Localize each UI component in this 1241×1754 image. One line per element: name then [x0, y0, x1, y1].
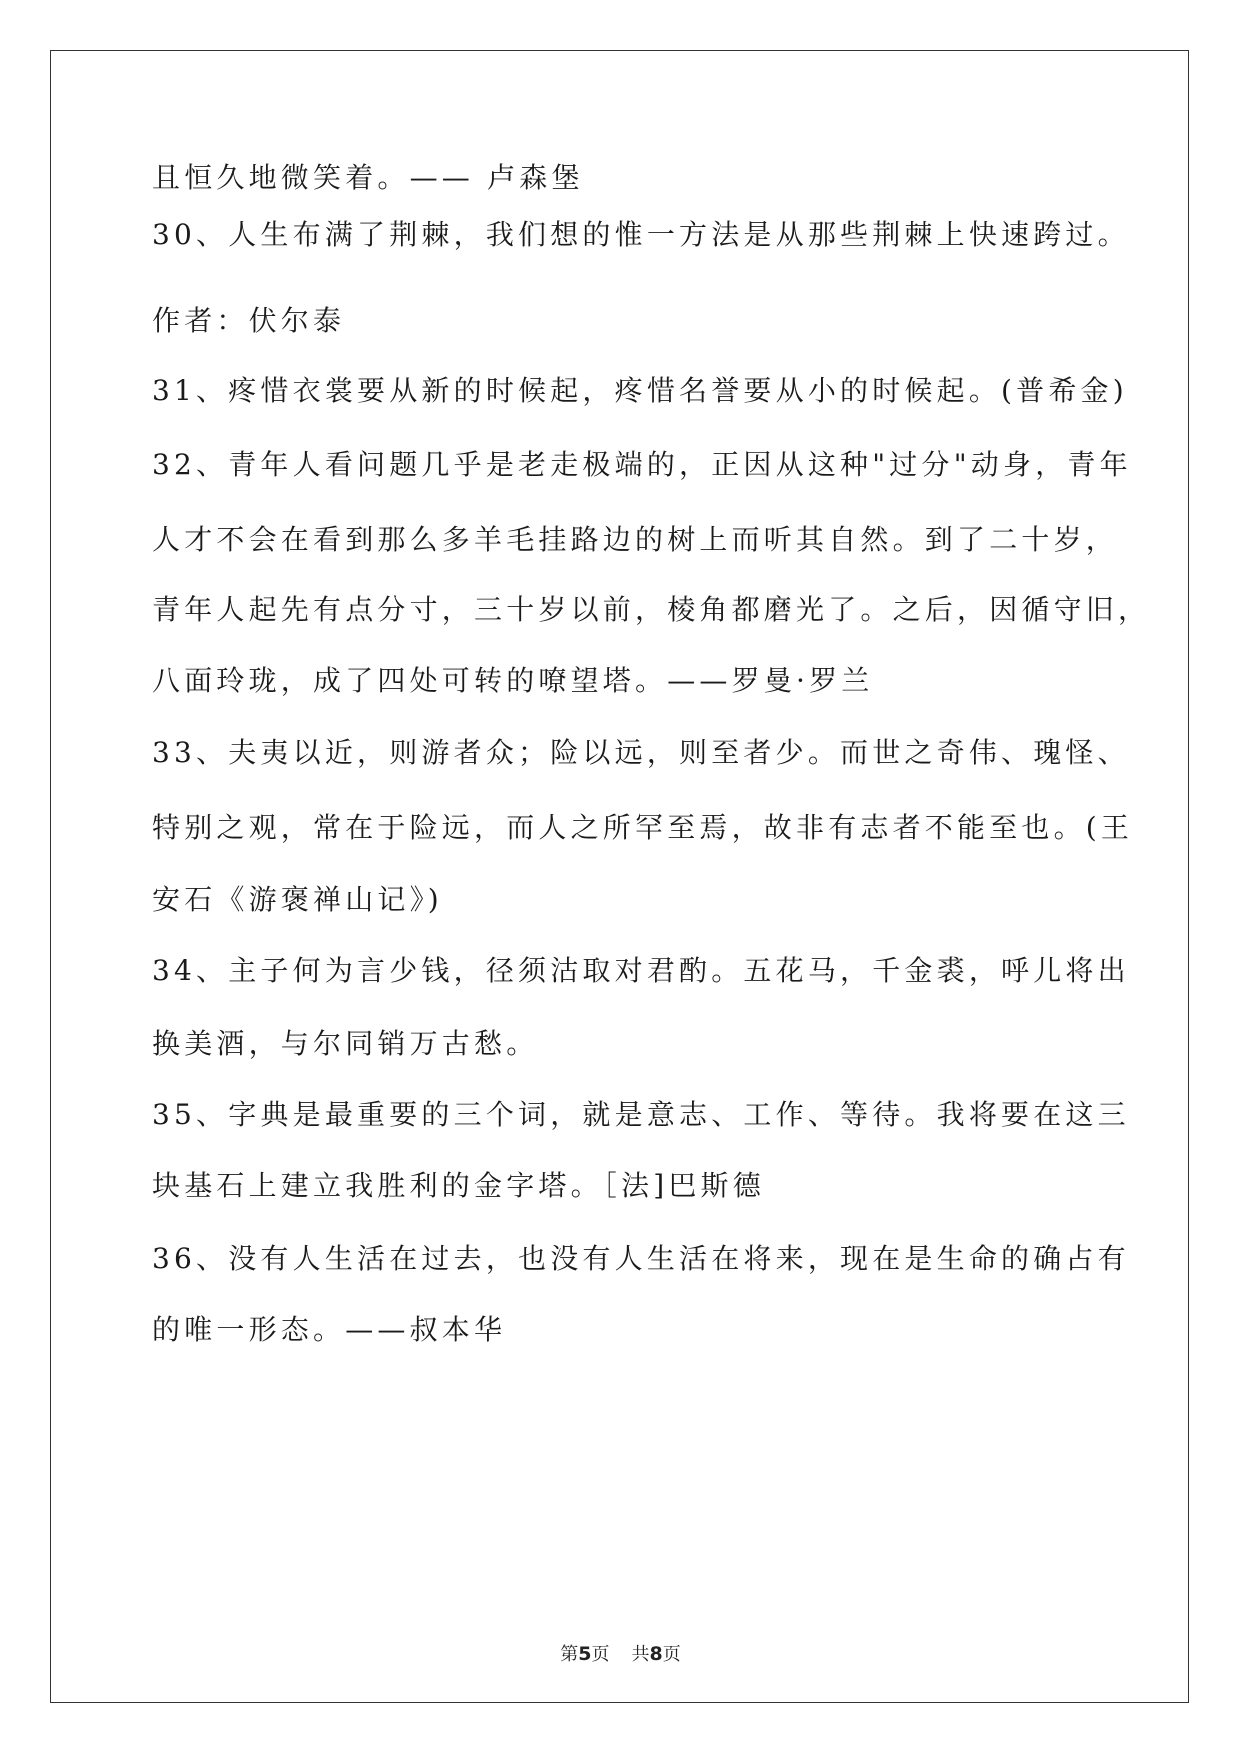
footer-page-suffix: 页: [591, 1644, 610, 1665]
text-line: 31、疼惜衣裳要从新的时候起，疼惜名誉要从小的时候起。(普希金): [152, 374, 1128, 407]
text-line: 换美酒，与尔同销万古愁。: [152, 1027, 539, 1060]
text-line: 特别之观，常在于险远，而人之所罕至焉，故非有志者不能至也。(王: [152, 811, 1134, 844]
text-line: 块基石上建立我胜利的金字塔。［法]巴斯德: [152, 1169, 765, 1202]
footer-total-prefix: 共: [631, 1644, 650, 1665]
footer-prefix: 第: [560, 1644, 579, 1665]
text-line: 作者：伏尔泰: [152, 304, 346, 337]
text-line: 33、夫夷以近，则游者众；险以远，则至者少。而世之奇伟、瑰怪、: [152, 736, 1130, 769]
text-line: 35、字典是最重要的三个词，就是意志、工作、等待。我将要在这三: [152, 1098, 1130, 1131]
footer-total-suffix: 页: [662, 1644, 681, 1665]
page-footer: [0, 1640, 1241, 1666]
text-line: 八面玲珑，成了四处可转的嘹望塔。——罗曼·罗兰: [152, 664, 874, 697]
total-page-number: 8: [649, 1643, 663, 1665]
current-page-number: 5: [578, 1643, 592, 1665]
text-line: 青年人起先有点分寸，三十岁以前，棱角都磨光了。之后，因循守旧，: [152, 593, 1151, 626]
text-line: 的唯一形态。——叔本华: [152, 1313, 507, 1346]
text-line: 32、青年人看问题几乎是老走极端的，正因从这种"过分"动身，青年: [152, 448, 1132, 481]
text-line: 34、主子何为言少钱，径须沽取对君酌。五花马，千金裘，呼儿将出: [152, 954, 1130, 987]
text-line: 36、没有人生活在过去，也没有人生活在将来，现在是生命的确占有: [152, 1242, 1130, 1275]
page-border: [50, 50, 1189, 1703]
text-line: 且恒久地微笑着。—— 卢森堡: [152, 161, 584, 194]
text-line: 安石《游褒禅山记》): [152, 883, 443, 916]
text-line: 人才不会在看到那么多羊毛挂路边的树上而听其自然。到了二十岁，: [152, 523, 1119, 556]
text-line: 30、人生布满了荆棘，我们想的惟一方法是从那些荆棘上快速跨过。: [152, 218, 1130, 251]
